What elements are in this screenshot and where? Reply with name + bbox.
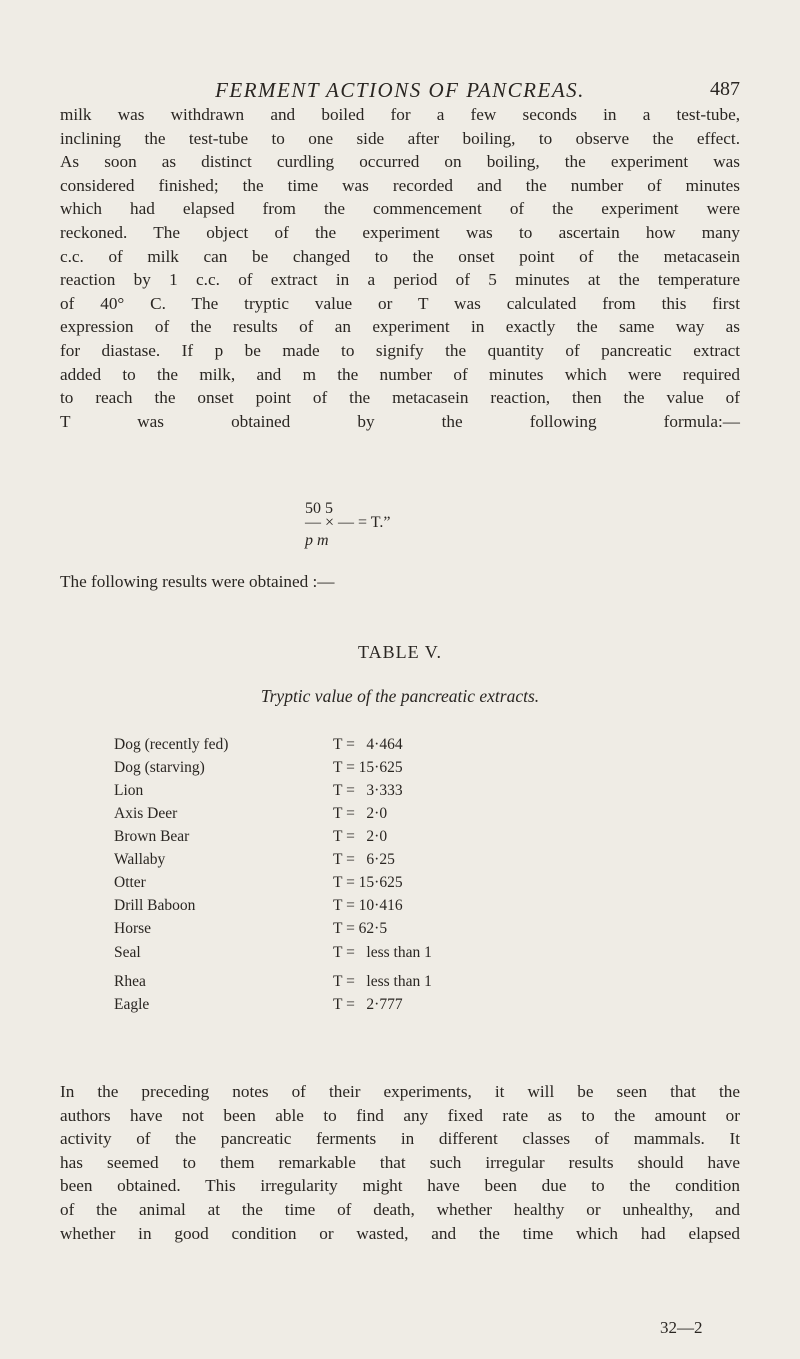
animal-name: Horse [114,920,152,937]
text-line: c.c. of milk can be changed to the onset point of the metacasein [60,246,740,266]
text-line: been obtained. This irregularity might have been due to the condition [60,1176,740,1196]
text-line: T was obtained by the following formula:— [60,411,740,431]
animal-name: Drill Baboon [114,897,196,914]
table-row [114,851,614,873]
animal-name: Seal [114,944,141,961]
tryptic-value: T = 2·777 [333,996,403,1013]
formula-operator: — × — = T.” [305,514,391,531]
tryptic-value: T = 15·625 [333,759,403,776]
text-line: considered finished; the time was recorded and the number of minutes [60,175,740,195]
text-line: added to the milk, and m the number of minutes which were required [60,364,740,384]
results-intro: The following results were obtained :— [60,572,335,591]
tryptic-value: T = 2·0 [333,805,388,822]
page-number: 487 [710,78,740,100]
text-line: In the preceding notes of their experiments, it will be seen that the [60,1082,740,1101]
text-line: reaction by 1 c.c. of extract in a period of 5 minutes at the temperature [60,270,740,290]
tryptic-value: T = less than 1 [333,944,432,961]
text-line: authors have not been able to find any fixed rate as to the amount or [60,1105,740,1125]
animal-name: Otter [114,874,146,891]
running-head [60,78,740,106]
tryptic-value: T = 4·464 [333,736,403,753]
animal-name: Rhea [114,973,146,990]
paragraph-discussion [60,1080,740,1245]
text-line: for diastase. If p be made to signify the quantity of pancreatic extract [60,340,740,360]
formula-numerator: 50 5 [305,500,333,517]
text-line: inclining the test-tube to one side after boiling, to observe the effect. [60,128,740,148]
running-title: FERMENT ACTIONS OF PANCREAS. [215,78,585,102]
animal-name: Axis Deer [114,805,178,822]
table-row [114,736,614,758]
tryptic-value: T = 6·25 [333,851,395,868]
text-line: of the animal at the time of death, whether healthy or unhealthy, and [60,1199,740,1219]
signature-mark: 32—2 [660,1318,703,1337]
text-line: whether in good condition or wasted, and the time which had elapsed [60,1223,740,1243]
text-line: of 40° C. The tryptic value or T was calculated from this first [60,293,740,313]
table-row [114,805,614,827]
animal-name: Dog (starving) [114,759,205,776]
table-row [114,920,614,942]
table-row [114,828,614,850]
tryptic-value: T = 2·0 [333,828,388,845]
table-row [114,996,614,1018]
text-line: has seemed to them remarkable that such irregular results should have [60,1152,740,1172]
animal-name: Lion [114,782,144,799]
tryptic-value: T = 62·5 [333,920,388,937]
table-heading: TABLE V. [358,642,442,662]
text-line: which had elapsed from the commencement of the experiment were [60,199,740,219]
formula [305,500,455,556]
formula-denominator: p m [305,532,329,549]
tryptic-value: T = 10·416 [333,897,403,914]
table-row [114,897,614,919]
text-line: to reach the onset point of the metacasein reaction, then the value of [60,388,740,408]
table-caption: Tryptic value of the pancreatic extracts. [260,686,540,706]
paragraph-experiment-method [60,103,740,433]
table-row [114,874,614,896]
text-line: reckoned. The object of the experiment was to ascertain how many [60,222,740,242]
table-row [114,944,614,966]
table-row [114,759,614,781]
tryptic-value: T = 3·333 [333,782,403,799]
table-row [114,973,614,995]
animal-name: Wallaby [114,851,166,868]
text-line: activity of the pancreatic ferments in different classes of mammals. It [60,1129,740,1149]
animal-name: Eagle [114,996,150,1013]
tryptic-value: T = 15·625 [333,874,403,891]
table-row [114,782,614,804]
text-line: expression of the results of an experiment in exactly the same way as [60,317,740,337]
text-line: As soon as distinct curdling occurred on boiling, the experiment was [60,152,740,172]
animal-name: Dog (recently fed) [114,736,229,753]
text-line: milk was withdrawn and boiled for a few seconds in a test-tube, [60,105,740,124]
tryptic-value: T = less than 1 [333,973,432,990]
animal-name: Brown Bear [114,828,190,845]
